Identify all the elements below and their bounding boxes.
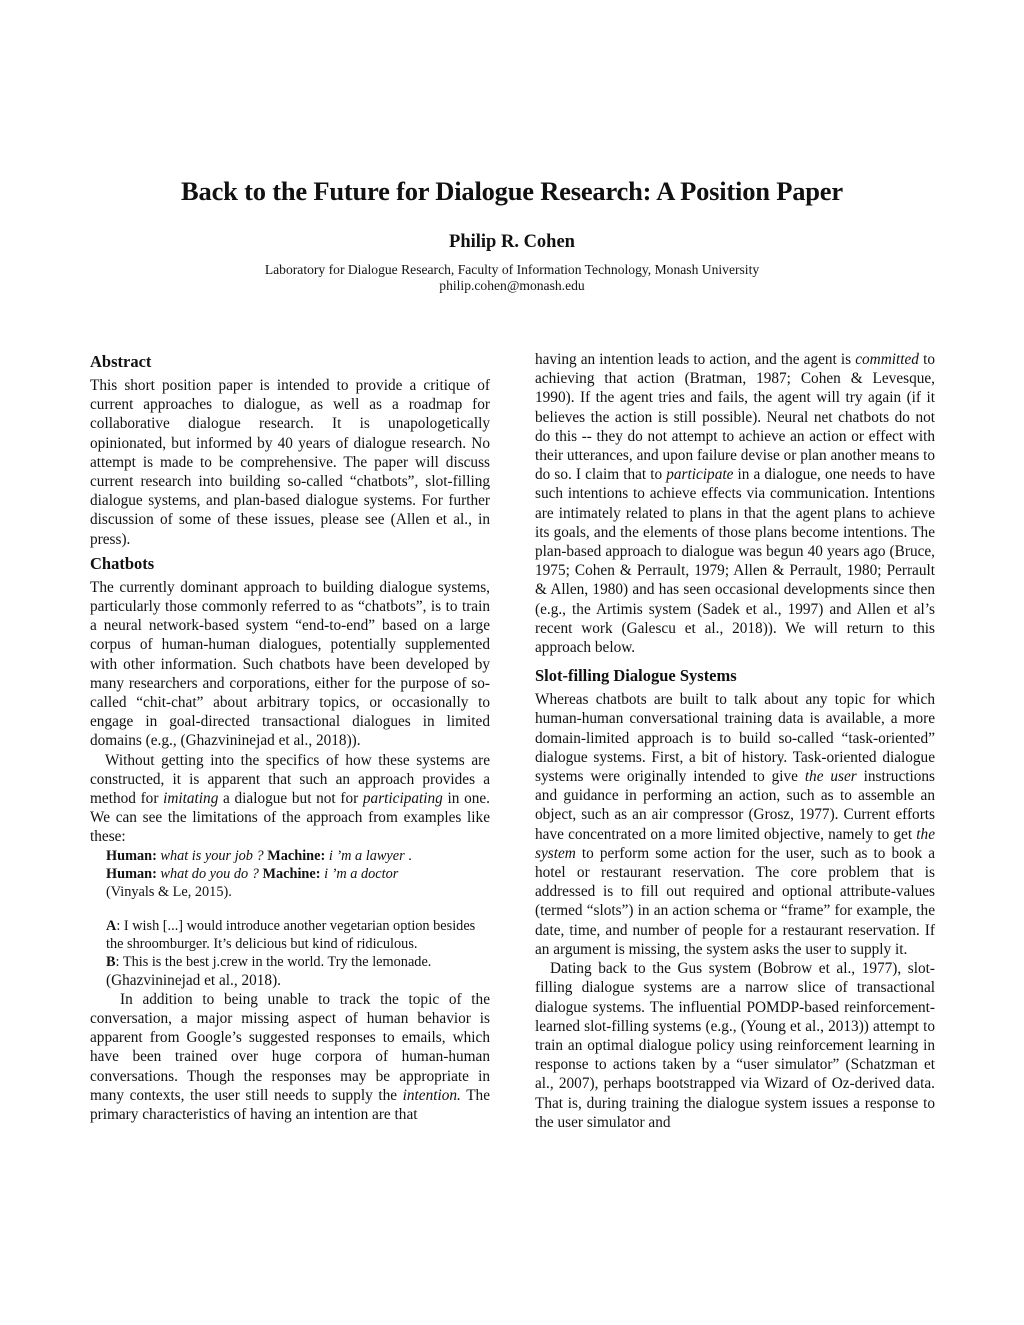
example-1-line-1: Human: what is your job ? Machine: i ’m a lawyer .: [106, 847, 412, 864]
intention-paragraph: having an intention leads to action, and the agent is committed to achieving that action (Bratman, 1987; Cohen & Levesque, 1990). If the agent tries and fails, the agent will try again (if it believes the action is still possible). Neural net chatbots do not do this -- they do not attempt to achieve an action or effect with their utterances, and upon failure devise or plan another means to do so. I claim that to participate in a dialogue, one needs to have such intentions to achieve effects via communication. Intentions are intimately related to plans in that the agent plans to achieve its goals, and the elements of those plans become intentions. The plan-based approach to dialogue was begun 40 years ago (Bruce, 1975; Cohen & Perrault, 1979; Allen & Perrault, 1980; Perrault & Allen, 1980) and has seen occasional developments since then (e.g., the Artimis system (Sadek et al., 1997) and Allen et al’s recent work (Galescu et al., 2018)). We will return to this approach below.: [535, 351, 935, 657]
example-2-citation: (Ghazvininejad et al., 2018).: [106, 971, 282, 989]
author-name: Philip R. Cohen: [449, 232, 575, 252]
example-dialogue-2: [90, 917, 490, 971]
slot-filling-heading: Slot-filling Dialogue Systems: [535, 666, 737, 686]
chatbots-paragraph-1: The currently dominant approach to building dialogue systems, particularly those commonly referred to as “chatbots”, is to train a neural network-based system “end-to-end” based on a large corpus of human-human dialogues, potentially supplemented with other information. Such chatbots have been developed by many researchers and corporations, either for the purpose of so-called “chit-chat” about arbitrary topics, or occasionally to engage in goal-directed transactional dialogues in limited domains (e.g., (Ghazvininejad et al., 2018)).: [90, 578, 490, 750]
paper-title: Back to the Future for Dialogue Research: A Position Paper: [181, 176, 843, 206]
right-column: [535, 350, 935, 1132]
abstract-heading: Abstract: [90, 352, 152, 371]
example-1-citation: (Vinyals & Le, 2015).: [106, 883, 232, 900]
author-affiliation-block: [0, 262, 1024, 294]
slot-filling-paragraph-2: Dating back to the Gus system (Bobrow et al., 1977), slot-filling dialogue systems are a narrow slice of transactional dialogue systems. The influential POMDP-based reinforcement-learned slot-filling systems (e.g., (Young et al., 2013)) attempt to train an optimal dialogue policy using reinforcement learning in response to actions taken by a “user simulator” (Schatzman et al., 2007), perhaps bootstrapped via Wizard of Oz-derived data. That is, during training the dialogue system issues a response to the user simulator and: [535, 960, 935, 1131]
left-column: [90, 350, 490, 1124]
author-email: philip.cohen@monash.edu: [439, 278, 585, 293]
chatbots-paragraph-3: In addition to being unable to track the topic of the conversation, a major missing aspect of human behavior is apparent from Google’s suggested responses to emails, which have been trained over huge corpora of human-human conversations. Though the responses may be appropriate in many contexts, the user still needs to supply the intention. The primary characteristics of having an intention are that: [90, 990, 490, 1124]
chatbots-paragraph-2: Without getting into the specifics of how these systems are constructed, it is apparent that such an approach provides a method for imitating a dialogue but not for participating in one. We can see the limitations of the approach from examples like these:: [90, 751, 490, 846]
example-2-b: B: This is the best j.crew in the world. Try the lemonade.: [106, 953, 432, 970]
abstract-text: This short position paper is intended to provide a critique of current approaches to dialogue, as well as a roadmap for collaborative dialogue research. It is unapologetically opinionated, but informed by 40 years of dialogue research. No attempt is made to be comprehensive. The paper will discuss current research into building so-called “chatbots”, slot-filling dialogue systems, and plan-based dialogue systems. For further discussion of some of these issues, please see (Allen et al., in press).: [90, 377, 490, 548]
chatbots-heading: Chatbots: [90, 553, 155, 573]
slot-filling-paragraph-1: Whereas chatbots are built to talk about any topic for which human-human conversational training data is available, a more domain-limited approach is to build so-called “task-oriented” dialogue systems. First, a bit of history. Task-oriented dialogue systems were originally intended to give the user instructions and guidance in performing an action, such as to assemble an object, such as an air compressor (Grosz, 1977). Current efforts have concentrated on a more limited objective, namely to get the system to perform some action for the user, such as to book a hotel or restaurant reservation. The core problem that is addressed is to fill out required and optional attribute-values (termed “slots”) in an action schema or “frame” for example, the date, time, and number of people for a restaurant reservation. If an argument is missing, the system asks the user to supply it.: [535, 691, 935, 958]
example-1-line-2: Human: what do you do ? Machine: i ’m a doctor: [106, 865, 399, 882]
example-2-a: A: I wish [...] would introduce another vegetarian option besides the shroomburger. It’s delicious but kind of ridiculous.: [106, 917, 476, 952]
example-dialogue-1: [90, 847, 490, 901]
affiliation: Laboratory for Dialogue Research, Faculty of Information Technology, Monash University: [264, 262, 760, 277]
